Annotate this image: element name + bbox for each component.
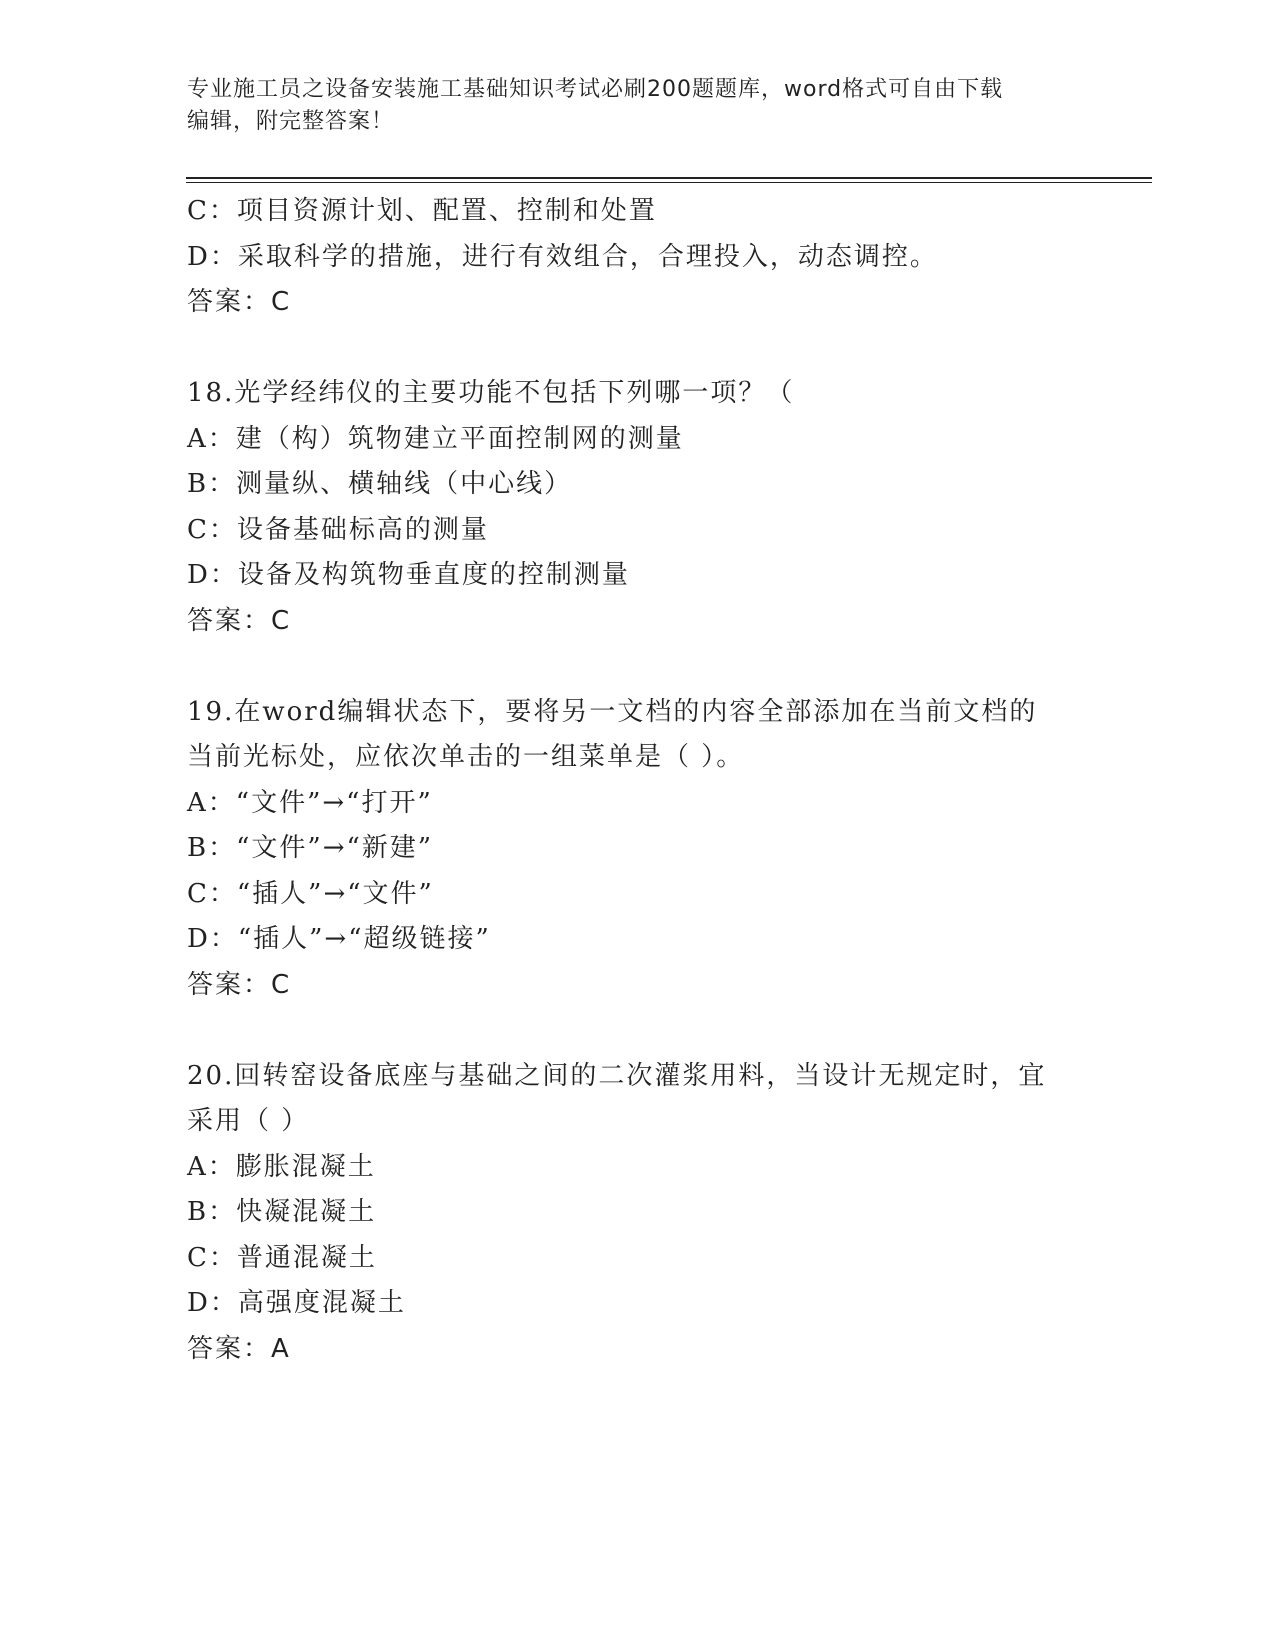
q18-option-b: B：测量纵、横轴线（中心线） [187, 469, 573, 499]
header-rule-thin [186, 182, 1152, 183]
q20-option-a: A：膨胀混凝土 [187, 1151, 376, 1182]
q20-option-b: B：快凝混凝土 [187, 1197, 377, 1227]
q19-option-a: A：“文件”→“打开” [187, 787, 433, 818]
q18-option-d: D：设备及构筑物垂直度的控制测量 [187, 560, 630, 590]
q18-title: 18.光学经纬仪的主要功能不包括下列哪一项？（ [187, 378, 795, 408]
q19-option-c: C：“插人”→“文件” [187, 878, 434, 909]
q20-option-d: D：高强度混凝土 [187, 1288, 406, 1318]
q18-answer: 答案：C [187, 605, 292, 636]
q19-title-line-2: 当前光标处，应依次单击的一组菜单是（ ）。 [187, 742, 745, 772]
header-line-1: 专业施工员之设备安装施工基础知识考试必刷200题题库，word格式可自由下载 [187, 77, 1004, 102]
q18-option-c: C：设备基础标高的测量 [187, 514, 489, 545]
spacer [187, 326, 1087, 372]
header-line-2: 编辑，附完整答案！ [187, 109, 395, 134]
q19-title-line-1: 19.在word编辑状态下，要将另一文档的内容全部添加在当前文档的 [187, 696, 1038, 727]
q20-option-c: C：普通混凝土 [187, 1242, 377, 1273]
header-rule-thick [186, 177, 1152, 179]
q19-option-d: D：“插人”→“超级链接” [187, 924, 491, 954]
q20-title-line-2: 采用（ ） [187, 1106, 310, 1136]
document-body [187, 189, 1087, 1372]
q20-title-line-1: 20.回转窑设备底座与基础之间的二次灌浆用料，当设计无规定时，宜 [187, 1060, 1047, 1091]
q19-option-b: B：“文件”→“新建” [187, 833, 434, 863]
q18-option-a: A：建（构）筑物建立平面控制网的测量 [187, 423, 684, 454]
q19-answer: 答案：C [187, 969, 292, 1000]
prev-option-c: C：项目资源计划、配置、控制和处置 [187, 196, 657, 226]
prev-option-d: D：采取科学的措施，进行有效组合，合理投入，动态调控。 [187, 241, 938, 272]
q20-answer: 答案：A [187, 1333, 291, 1364]
page-header [187, 74, 1087, 138]
spacer [187, 644, 1087, 690]
spacer [187, 1008, 1087, 1054]
prev-answer: 答案：C [187, 287, 292, 317]
